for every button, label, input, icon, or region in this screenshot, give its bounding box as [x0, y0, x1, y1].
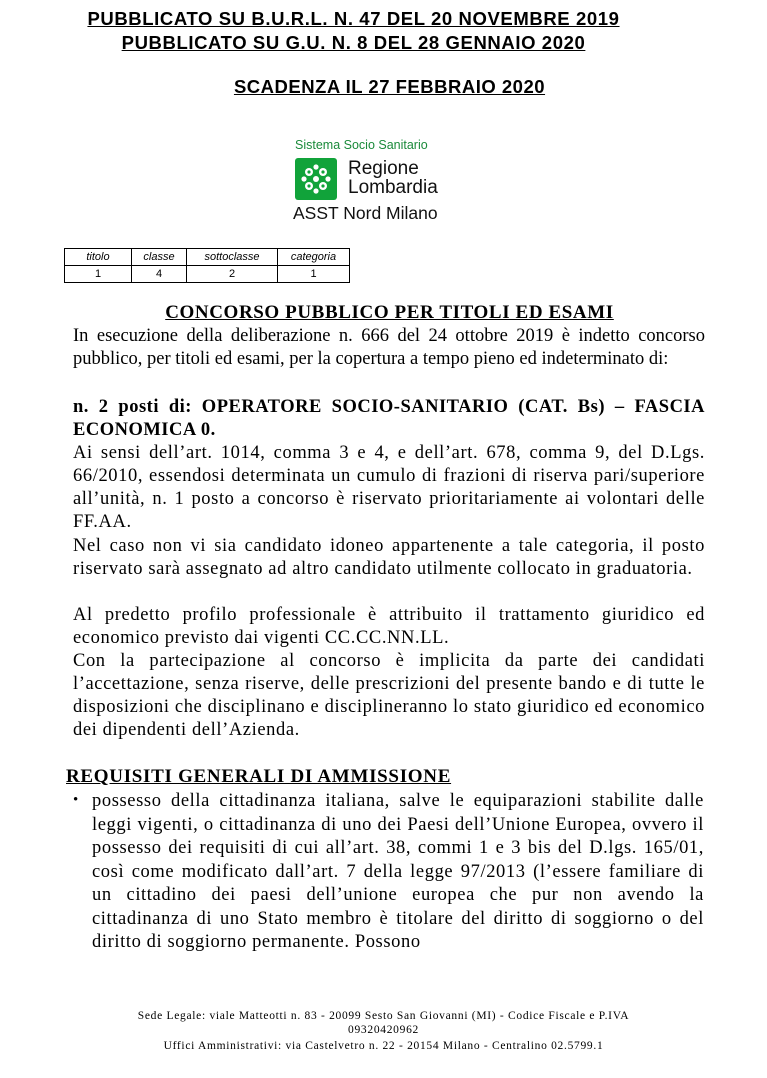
footer-line: 09320420962 — [348, 1024, 419, 1036]
publication-gu: PUBBLICATO SU G.U. N. 8 DEL 28 GENNAIO 2020 — [121, 32, 586, 53]
classification-header: categoria — [278, 249, 350, 266]
deadline: SCADENZA IL 27 FEBBRAIO 2020 — [233, 76, 546, 97]
footer-line: Sede Legale: viale Matteotti n. 83 - 20099 Sesto San Giovanni (MI) - Codice Fiscale e P.IVA — [137, 1010, 630, 1022]
position-paragraph: n. 2 posti di: OPERATORE SOCIO-SANITARIO (CAT. Bs) – FASCIA ECONOMICA 0. — [73, 397, 705, 440]
publication-burl: PUBBLICATO SU B.U.R.L. N. 47 DEL 20 NOVEMBRE 2019 — [87, 8, 620, 29]
requirement-item: possesso della cittadinanza italiana, salve le equiparazioni stabilite dalle leggi vigenti, o cittadinanza di uno dei Paesi dell’Unione Europea, ovvero il possesso dei requisiti di cui all’art. 38, commi 1 e 3 bis del D.lgs. 165/01, così come modificato dall’art. 7 della legge 97/2013 (l’essere familiare di un cittadino dei paesi dell’unione europea che pur non avendo la cittadinanza di uno Stato membro è titolare del diritto di soggiorno o del diritto di soggiorno permanente. Possono — [92, 791, 704, 952]
lombardy-rose-icon — [295, 158, 337, 200]
reserve-paragraph: Ai sensi dell’art. 1014, comma 3 e 4, e dell’art. 678, comma 9, del D.Lgs. 66/2010, essendosi determinata un cumulo di frazioni di riserva pari/superiore all’unità, n. 1 posto a concorso è riservato prioritariamente ai volontari delle FF.AA. — [73, 443, 705, 532]
classification-value: 4 — [132, 266, 187, 283]
classification-header: titolo — [65, 249, 132, 266]
regione-lombardia-logo — [293, 138, 493, 228]
footer-line: Uffici Amministrativi: via Castelvetro n. 22 - 20154 Milano - Centralino 02.5799.1 — [163, 1040, 604, 1052]
classification-value: 2 — [187, 266, 278, 283]
logo-tagline: Sistema Socio Sanitario — [295, 138, 428, 152]
requirements-heading: REQUISITI GENERALI DI AMMISSIONE — [66, 766, 452, 787]
classification-header: classe — [132, 249, 187, 266]
classification-value: 1 — [278, 266, 350, 283]
classification-value: 1 — [65, 266, 132, 283]
logo-region-line1: Regione — [348, 158, 419, 179]
logo-region-line2: Lombardia — [348, 177, 438, 198]
classification-value-row — [65, 266, 350, 283]
no-candidate-paragraph: Nel caso non vi sia candidato idoneo appartenente a tale categoria, il posto riservato sarà assegnato ad altro candidato utilmente collocato in graduatoria. — [73, 536, 705, 579]
document-title: CONCORSO PUBBLICO PER TITOLI ED ESAMI — [165, 302, 614, 323]
bullet-icon: • — [73, 792, 79, 808]
intro-paragraph: In esecuzione della deliberazione n. 666 del 24 ottobre 2019 è indetto concorso pubblico, per titoli ed esami, per la copertura a tempo pieno ed indeterminato di: — [73, 326, 705, 369]
classification-header: sottoclasse — [187, 249, 278, 266]
classification-header-row — [65, 249, 350, 266]
acceptance-paragraph: Con la partecipazione al concorso è implicita da parte dei candidati l’accettazione, senza riserve, delle prescrizioni del presente bando e di tutte le disposizioni che disciplinano e disciplineranno lo stato giuridico ed economico dei dipendenti dell’Azienda. — [73, 651, 705, 740]
logo-org: ASST Nord Milano — [293, 203, 438, 223]
classification-table — [64, 248, 350, 283]
treatment-paragraph: Al predetto profilo professionale è attribuito il trattamento giuridico ed economico previsto dai vigenti CC.CC.NN.LL. — [73, 605, 705, 648]
